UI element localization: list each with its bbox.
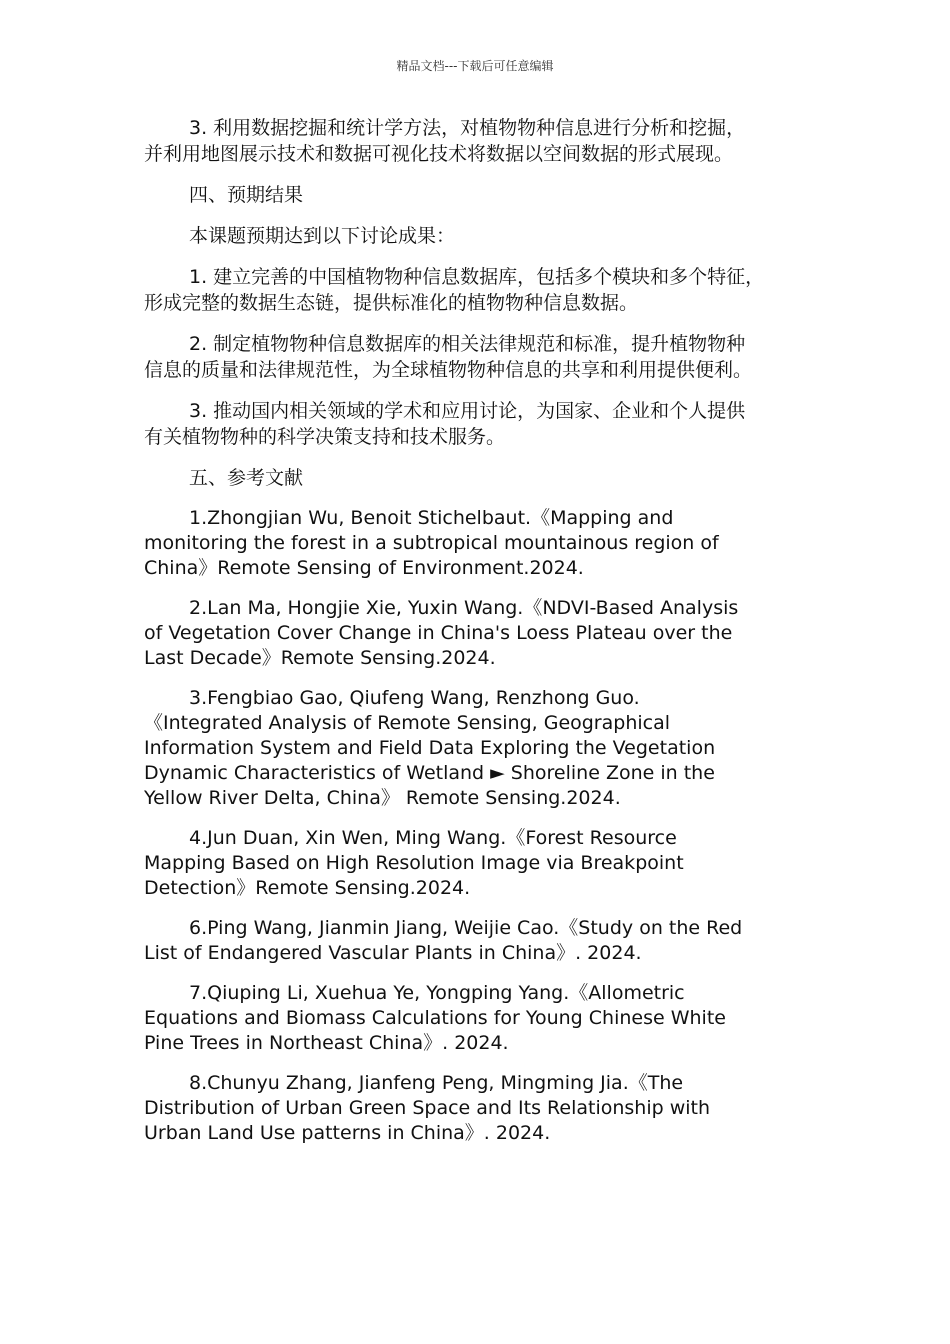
paragraph-method-3: 3. 利用数据挖掘和统计学方法，对植物物种信息进行分析和挖掘， 并利用地图展示技术和数据可视化技术将数据以空间数据的形式展现。 [144, 117, 746, 165]
reference-item: 2.Lan Ma, Hongjie Xie, Yuxin Wang.《NDVI-Based Analysis of Vegetation Cover Change in China's Loess Plateau over the Last Decade》Remote Sensing.2024. [144, 597, 739, 669]
document-body [144, 115, 808, 1161]
paragraph-intro-results: 本课题预期达到以下讨论成果： [189, 225, 456, 247]
paragraph-result-1: 1. 建立完善的中国植物物种信息数据库，包括多个模块和多个特征， 形成完整的数据生态链，提供标准化的植物物种信息数据。 [144, 266, 765, 314]
paragraph-result-2: 2. 制定植物物种信息数据库的相关法律规范和标准，提升植物物种 信息的质量和法律规范性，为全球植物物种信息的共享和利用提供便利。 [144, 333, 753, 381]
section-heading-references: 五、参考文献 [189, 467, 304, 489]
reference-item: 3.Fengbiao Gao, Qiufeng Wang, Renzhong Guo. 《Integrated Analysis of Remote Sensing, Geographical Information System and Field Data Exploring the Vegetation Dynamic Characteristics of Wetland ► Shoreline Zone in the Yellow River Delta, China》 Remote Sensing.2024. [144, 687, 716, 809]
reference-item: 7.Qiuping Li, Xuehua Ye, Yongping Yang.《Allometric Equations and Biomass Calculations for Young Chinese White Pine Trees in Northeast China》. 2024. [144, 982, 726, 1054]
reference-item: 1.Zhongjian Wu, Benoit Stichelbaut.《Mapping and monitoring the forest in a subtropical mountainous region of China》Remote Sensing of Environment.2024. [144, 507, 719, 579]
reference-item: 4.Jun Duan, Xin Wen, Ming Wang.《Forest Resource Mapping Based on High Resolution Image via Breakpoint Detection》Remote Sensing.2024. [144, 827, 684, 899]
reference-item: 6.Ping Wang, Jianmin Jiang, Weijie Cao.《Study on the Red List of Endangered Vascular Plants in China》. 2024. [144, 917, 743, 964]
paragraph-result-3: 3. 推动国内相关领域的学术和应用讨论，为国家、企业和个人提供 有关植物物种的科学决策支持和技术服务。 [144, 400, 746, 448]
section-heading-expected-results: 四、预期结果 [189, 184, 304, 206]
reference-item: 8.Chunyu Zhang, Jianfeng Peng, Mingming Jia.《The Distribution of Urban Green Space and Its Relationship with Urban Land Use patterns in China》. 2024. [144, 1072, 711, 1144]
page-header: 精品文档---下载后可任意编辑 [396, 59, 554, 73]
